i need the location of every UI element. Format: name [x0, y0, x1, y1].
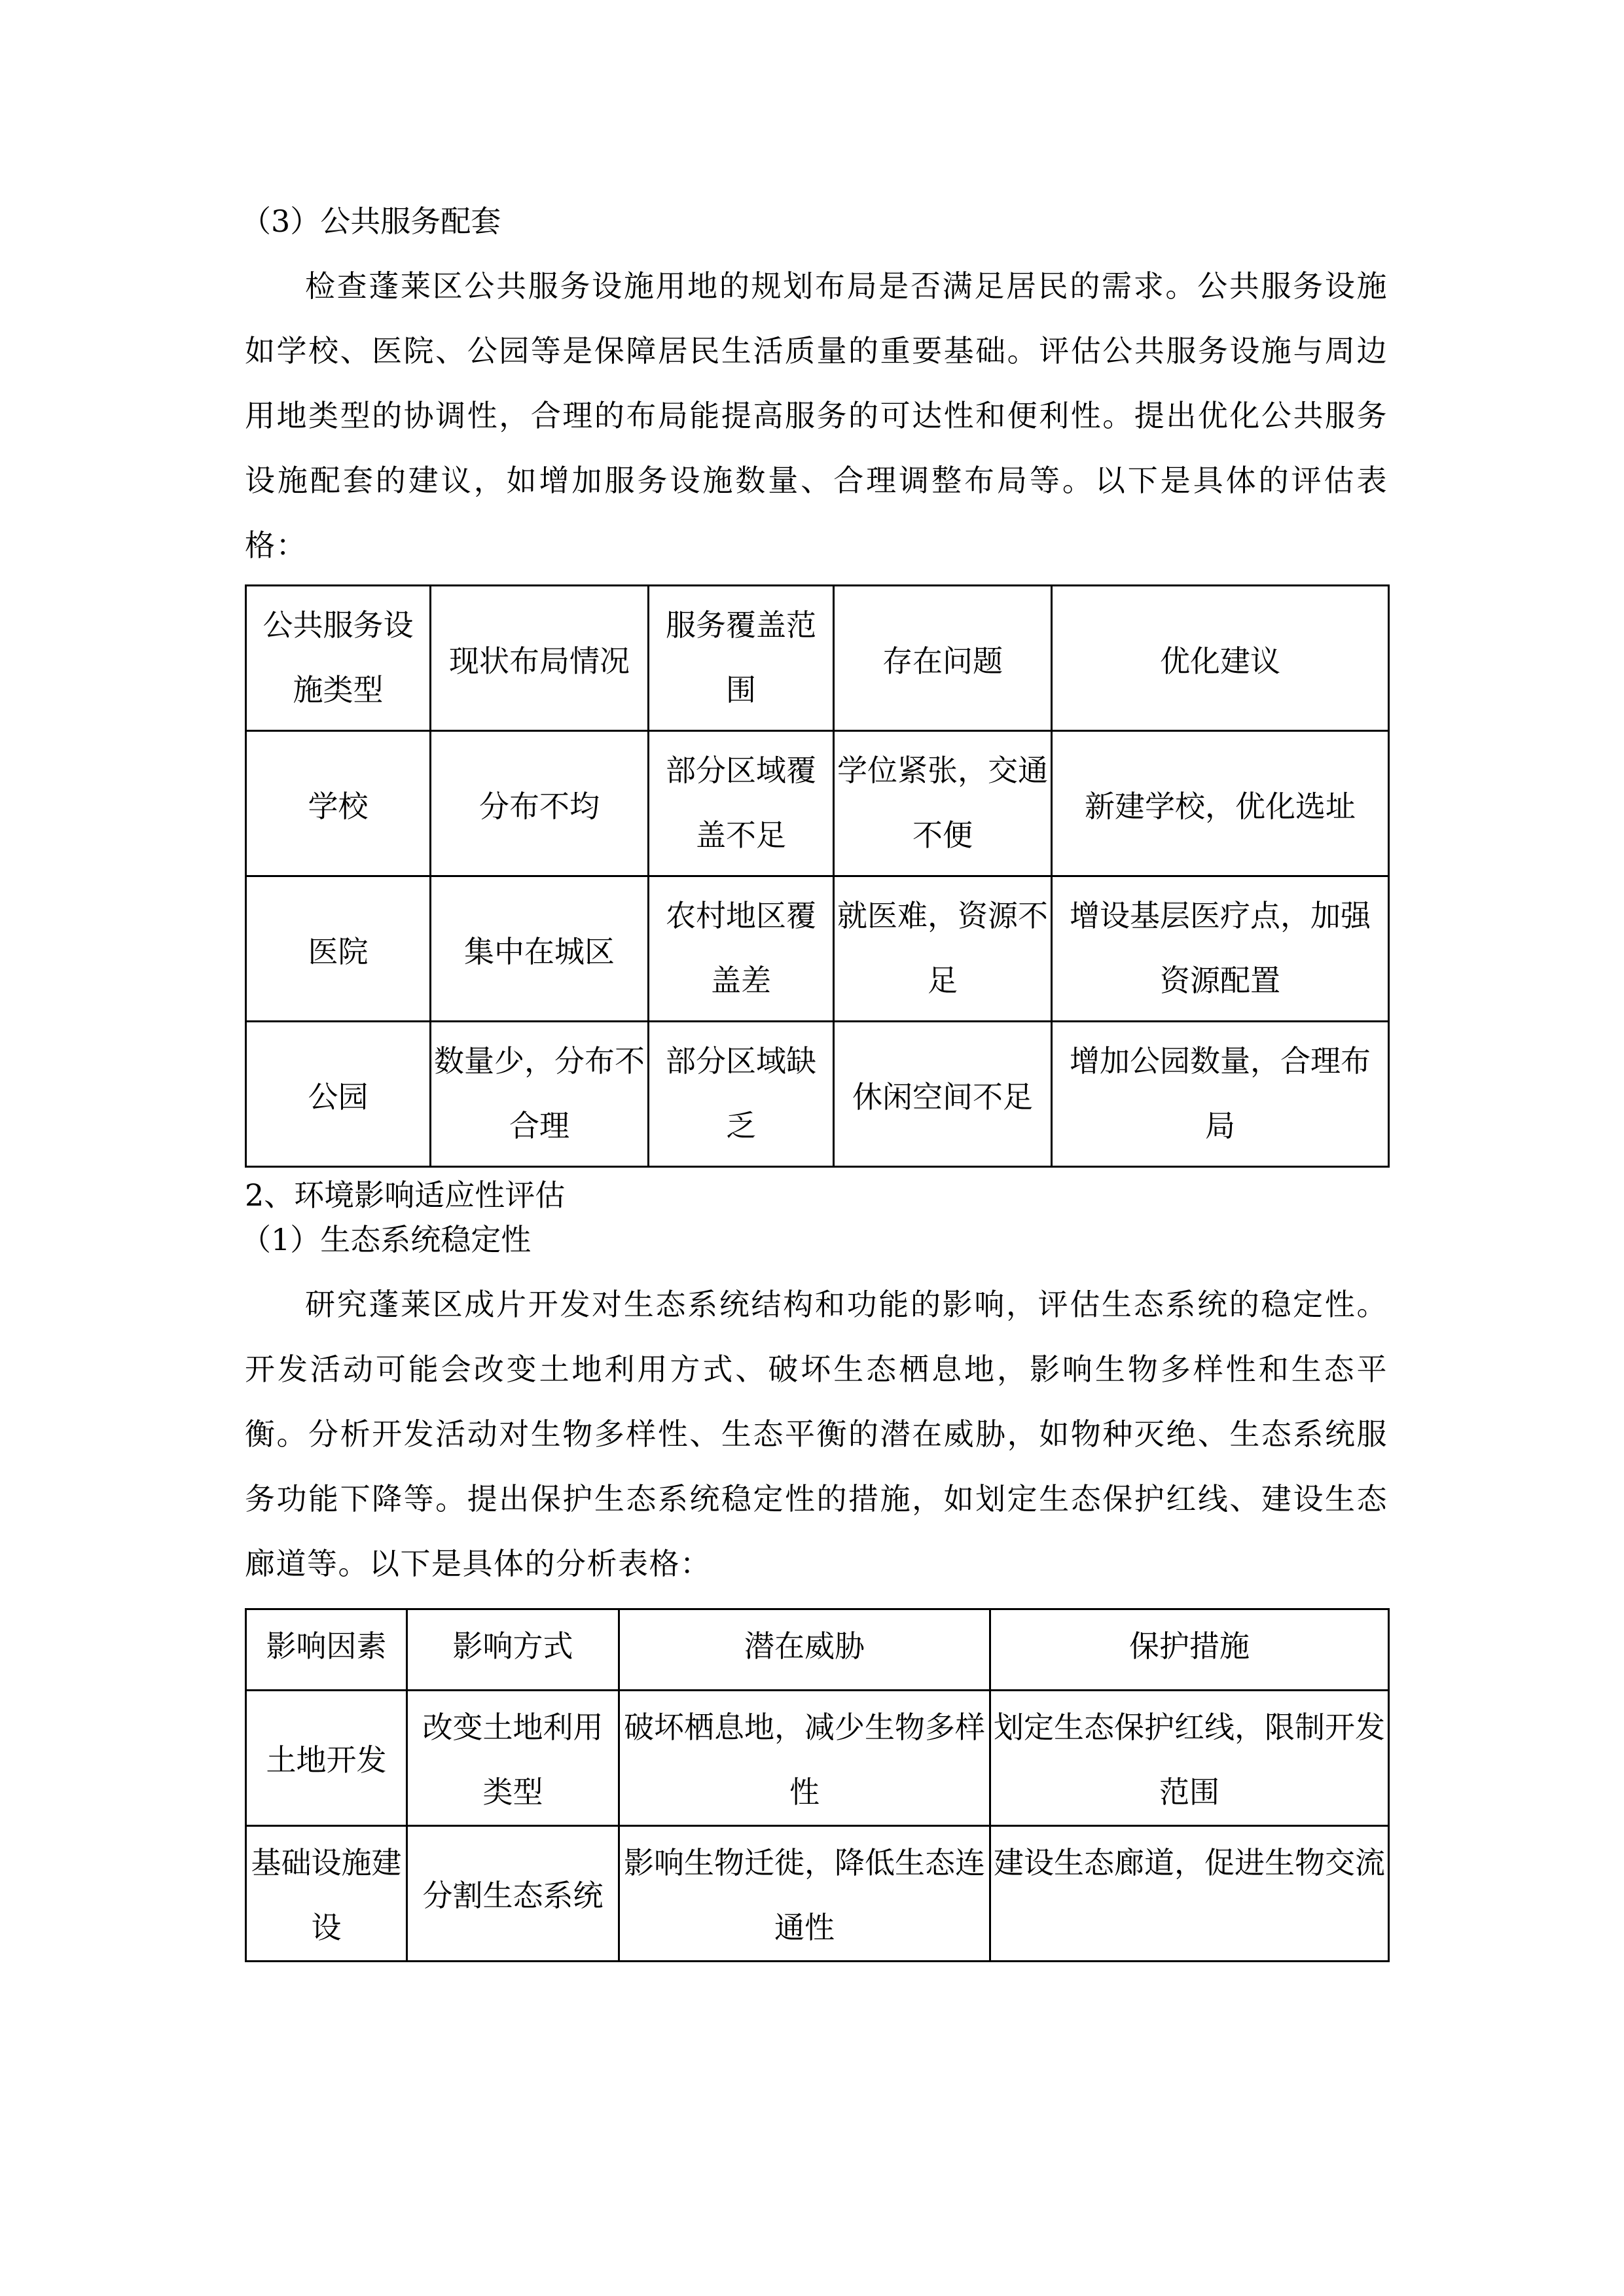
document-page	[241, 190, 1388, 1962]
table-cell: 影响生物迁徙，降低生态连通性	[619, 1826, 990, 1962]
section-heading-ecosystem: （1）生态系统稳定性	[241, 1222, 532, 1257]
table-row	[246, 1826, 1389, 1962]
table-header-cell: 保护措施	[990, 1609, 1389, 1691]
table-header-cell: 存在问题	[834, 586, 1052, 731]
paragraph-ecosystem: 研究蓬莱区成片开发对生态系统结构和功能的影响，评估生态系统的稳定性。开发活动可能会改变土地利用方式、破坏生态栖息地，影响生物多样性和生态平衡。分析开发活动对生物多样性、生态平衡的潜在威胁，如物种灭绝、生态系统服务功能下降等。提出保护生态系统稳定性的措施，如划定生态保护红线、建设生态廊道等。以下是具体的分析表格：	[245, 1287, 1388, 1581]
table-row	[246, 876, 1389, 1022]
table-header-cell: 影响因素	[246, 1609, 407, 1691]
table-cell: 建设生态廊道，促进生物交流	[990, 1826, 1389, 1962]
section-heading-public-services: （3）公共服务配套	[241, 204, 501, 239]
table-cell: 改变土地利用类型	[407, 1691, 619, 1826]
table-cell: 公园	[246, 1022, 431, 1167]
table-cell: 破坏栖息地，减少生物多样性	[619, 1691, 990, 1826]
table-cell: 部分区域覆盖不足	[649, 731, 834, 876]
table-cell: 休闲空间不足	[834, 1022, 1052, 1167]
table-header-cell: 影响方式	[407, 1609, 619, 1691]
table-header-cell: 现状布局情况	[431, 586, 649, 731]
table-header-cell: 服务覆盖范围	[649, 586, 834, 731]
table-header-cell: 优化建议	[1052, 586, 1389, 731]
table-cell: 分布不均	[431, 731, 649, 876]
table-cell: 分割生态系统	[407, 1826, 619, 1962]
table-cell: 学位紧张，交通不便	[834, 731, 1052, 876]
table-header-row	[246, 586, 1389, 731]
table-header-row	[246, 1609, 1389, 1691]
table-cell: 增加公园数量，合理布局	[1052, 1022, 1389, 1167]
table-cell: 学校	[246, 731, 431, 876]
table-header-cell: 公共服务设施类型	[246, 586, 431, 731]
table-cell: 划定生态保护红线，限制开发范围	[990, 1691, 1389, 1826]
ecosystem-table	[245, 1608, 1390, 1962]
table-cell: 农村地区覆盖差	[649, 876, 834, 1022]
table-row	[246, 1691, 1389, 1826]
paragraph-public-services: 检查蓬莱区公共服务设施用地的规划布局是否满足居民的需求。公共服务设施如学校、医院、公园等是保障居民生活质量的重要基础。评估公共服务设施与周边用地类型的协调性，合理的布局能提高服务的可达性和便利性。提出优化公共服务设施配套的建议，如增加服务设施数量、合理调整布局等。以下是具体的评估表格：	[245, 268, 1388, 563]
table-cell: 数量少，分布不合理	[431, 1022, 649, 1167]
table-cell: 增设基层医疗点，加强资源配置	[1052, 876, 1389, 1022]
table-cell: 就医难，资源不足	[834, 876, 1052, 1022]
table-cell: 医院	[246, 876, 431, 1022]
public-services-table	[245, 584, 1390, 1168]
table-cell: 基础设施建设	[246, 1826, 407, 1962]
table-cell: 集中在城区	[431, 876, 649, 1022]
table-cell: 土地开发	[246, 1691, 407, 1826]
section-heading-environment: 2、环境影响适应性评估	[245, 1177, 566, 1213]
table-header-cell: 潜在威胁	[619, 1609, 990, 1691]
table-row	[246, 731, 1389, 876]
table-cell: 新建学校，优化选址	[1052, 731, 1389, 876]
table-row	[246, 1022, 1389, 1167]
table-cell: 部分区域缺乏	[649, 1022, 834, 1167]
